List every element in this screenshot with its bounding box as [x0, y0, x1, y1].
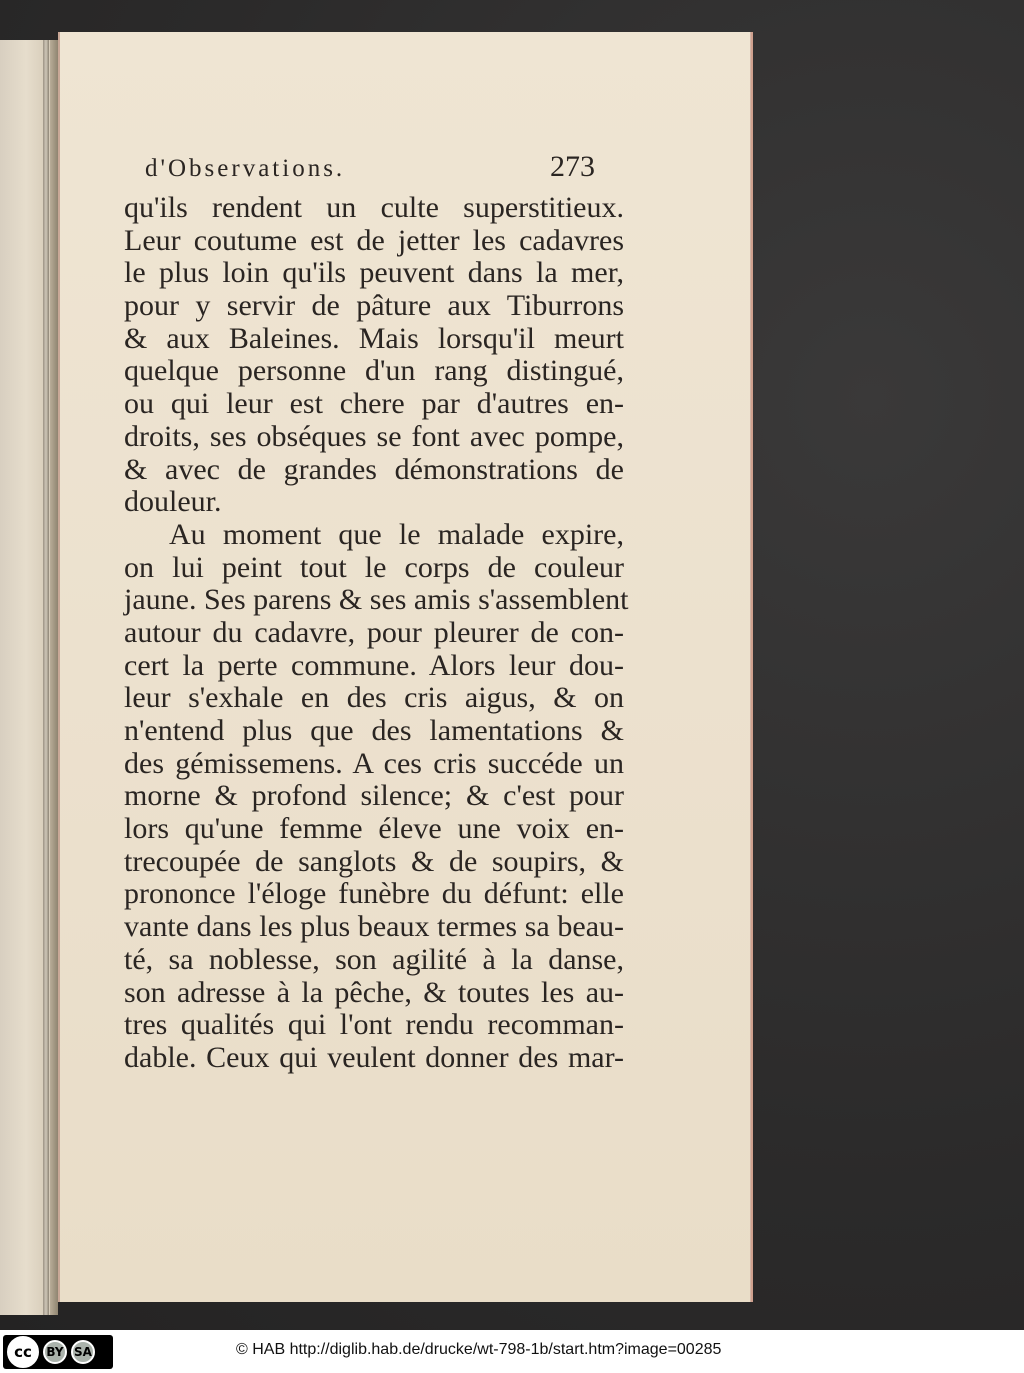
text-line: pour y servir de pâture aux Tiburrons: [124, 289, 624, 323]
cc-icon: cc: [7, 1336, 39, 1368]
text-line: té, sa noblesse, son agilité à la danse,: [124, 942, 624, 976]
text-line: des gémissemens. A ces cris succéde un: [124, 746, 624, 780]
text-line: leur s'exhale en des cris aigus, & on: [124, 681, 624, 715]
text-line: lors qu'une femme éleve une voix en-: [124, 812, 624, 846]
text-line: on lui peint tout le corps de couleur: [124, 550, 624, 584]
text-line: droits, ses obséques se font avec pompe,: [124, 419, 624, 453]
text-line: Leur coutume est de jetter les cadavres: [124, 223, 624, 257]
text-line: tres qualités qui l'ont rendu recomman-: [124, 1008, 624, 1042]
text-line: & avec de grandes démonstrations de: [124, 452, 624, 486]
text-line: son adresse à la pêche, & toutes les au-: [124, 975, 624, 1009]
text-line: morne & profond silence; & c'est pour: [124, 779, 624, 813]
body-text: [124, 191, 629, 1075]
text-line: Au moment que le malade expire,: [169, 517, 624, 551]
footer-bar: [0, 1330, 1024, 1373]
text-line: le plus loin qu'ils peuvent dans la mer,: [124, 256, 624, 290]
text-line: prononce l'éloge funèbre du défunt: elle: [124, 877, 624, 911]
text-line: trecoupée de sanglots & de soupirs, &: [124, 844, 624, 878]
page-number: 273: [550, 150, 595, 183]
book-gutter: [43, 40, 49, 1315]
facing-page-edge: [0, 40, 58, 1315]
text-line: cert la perte commune. Alors leur dou-: [124, 648, 624, 682]
text-line: qu'ils rendent un culte superstitieux.: [124, 191, 624, 224]
text-line: jaune. Ses parens & ses amis s'assemblent: [124, 583, 629, 617]
running-head-title: d'Observations.: [145, 155, 346, 182]
text-line: ou qui leur est chere par d'autres en-: [124, 387, 624, 421]
text-line: n'entend plus que des lamentations &: [124, 714, 624, 747]
by-icon: BY: [43, 1340, 67, 1364]
cc-license-badge[interactable]: [3, 1335, 113, 1369]
running-head: [145, 150, 595, 192]
source-attribution[interactable]: © HAB http://diglib.hab.de/drucke/wt-798-1b/start.htm?image=00285: [236, 1341, 722, 1358]
text-line: quelque personne d'un rang distingué,: [124, 354, 624, 388]
text-line: dable. Ceux qui veulent donner des mar-: [124, 1040, 624, 1074]
text-line: vante dans les plus beaux termes sa beau-: [124, 910, 624, 944]
text-line: autour du cadavre, pour pleurer de con-: [124, 615, 624, 649]
text-line: & aux Baleines. Mais lorsqu'il meurt: [124, 321, 624, 355]
sa-icon: SA: [71, 1340, 95, 1364]
text-line: douleur.: [124, 485, 222, 519]
